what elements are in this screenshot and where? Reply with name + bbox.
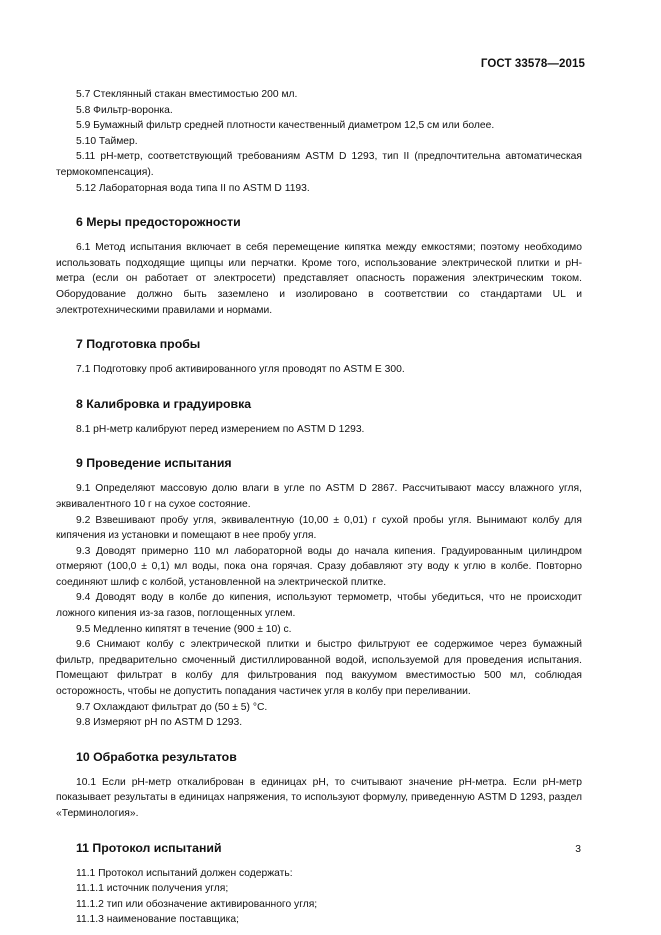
clause-8-1: 8.1 рН-метр калибруют перед измерением по ASTM D 1293.: [76, 423, 365, 435]
clause-11-1-2: 11.1.2 тип или обозначение активированного угля;: [76, 898, 318, 910]
clause-9-6: 9.6 Снимают колбу с электрической плитки и быстро фильтруют ее содержимое через бумажный фильтр, предварительно смоченный дистиллированной водой, используемой для проведения испытания. Помещают фильтрат в колбу для фильтрования под вакуумом вместимостью 500 мл, соблюдая осторожность, чтобы не допустить попадания частичек угля в колбу при переливании.: [56, 639, 582, 698]
section-8-heading: 8 Калибровка и градуировка: [76, 396, 252, 411]
clause-9-2: 9.2 Взвешивают пробу угля, эквивалентную (10,00 ± 0,01) г сухой пробы угля. Вынимают колбу для кипячения из установки и помещают в нее пробу угля.: [56, 514, 582, 542]
section-9-heading: 9 Проведение испытания: [76, 456, 232, 471]
page-content: [56, 87, 582, 928]
section-7-heading: 7 Подготовка пробы: [76, 337, 201, 352]
clause-10-1: 10.1 Если рН-метр откалиброван в единицах рН, то считывают значение рН-метра. Если рН-метр показывает результаты в единицах напряжения, то используют формулу, приведенную ASTM D 1293, раздел «Терминология».: [56, 776, 582, 819]
clause-5-8: 5.8 Фильтр-воронка.: [76, 104, 173, 116]
clause-9-7: 9.7 Охлаждают фильтрат до (50 ± 5) °С.: [76, 701, 268, 713]
document-code: ГОСТ 33578—2015: [480, 58, 585, 70]
clause-5-7: 5.7 Стеклянный стакан вместимостью 200 мл.: [76, 89, 298, 100]
section-6-heading: 6 Меры предосторожности: [76, 215, 241, 230]
clause-5-12: 5.12 Лабораторная вода типа II по ASTM D 1193.: [76, 182, 310, 194]
clause-11-1-3: 11.1.3 наименование поставщика;: [76, 914, 240, 926]
clause-6-1: 6.1 Метод испытания включает в себя перемещение кипятка между емкостями; поэтому необходимо использовать подходящие щипцы или перчатки. Кроме того, использование электрической плитки и рН-метра (если он работает от электросети) представляет опасность поражения электрическим током. Оборудование должно быть заземлено и изолировано в соответствии со стандартами UL и электротехническими правилами и нормами.: [56, 242, 582, 316]
clause-9-4: 9.4 Доводят воду в колбе до кипения, используют термометр, чтобы убедиться, что не происходит ложного кипения из-за газов, поглощенных углем.: [56, 592, 582, 620]
clause-11-1-1: 11.1.1 источник получения угля;: [76, 883, 229, 895]
clause-5-9: 5.9 Бумажный фильтр средней плотности качественный диаметром 12,5 см или более.: [76, 120, 495, 132]
clause-9-8: 9.8 Измеряют рН по ASTM D 1293.: [76, 717, 243, 729]
clause-9-3: 9.3 Доводят примерно 110 мл лабораторной воды до начала кипения. Градуированным цилиндром отмеряют (100,0 ± 0,1) мл воды, пока она горячая. Сразу добавляют эту воду к углю в колбе. Повторно соединяют шлиф с колбой, установленной на электрической плитке.: [56, 545, 582, 588]
clause-7-1: 7.1 Подготовку проб активированного угля проводят по ASTM E 300.: [76, 364, 405, 376]
clause-5-11: 5.11 рН-метр, соответствующий требованиям ASTM D 1293, тип II (предпочтительна автоматическая термокомпенсация).: [56, 151, 582, 178]
page-number: 3: [575, 844, 581, 855]
section-10-heading: 10 Обработка результатов: [76, 749, 237, 764]
clause-9-5: 9.5 Медленно кипятят в течение (900 ± 10) с.: [76, 623, 292, 635]
clause-11-1: 11.1 Протокол испытаний должен содержать:: [76, 867, 293, 879]
clause-9-1: 9.1 Определяют массовую долю влаги в угле по ASTM D 2867. Рассчитывают массу влажного угля, эквивалентного 10 г на сухое состояние.: [56, 483, 582, 510]
section-11-heading: 11 Протокол испытаний: [76, 840, 222, 855]
clause-5-10: 5.10 Таймер.: [76, 135, 138, 147]
